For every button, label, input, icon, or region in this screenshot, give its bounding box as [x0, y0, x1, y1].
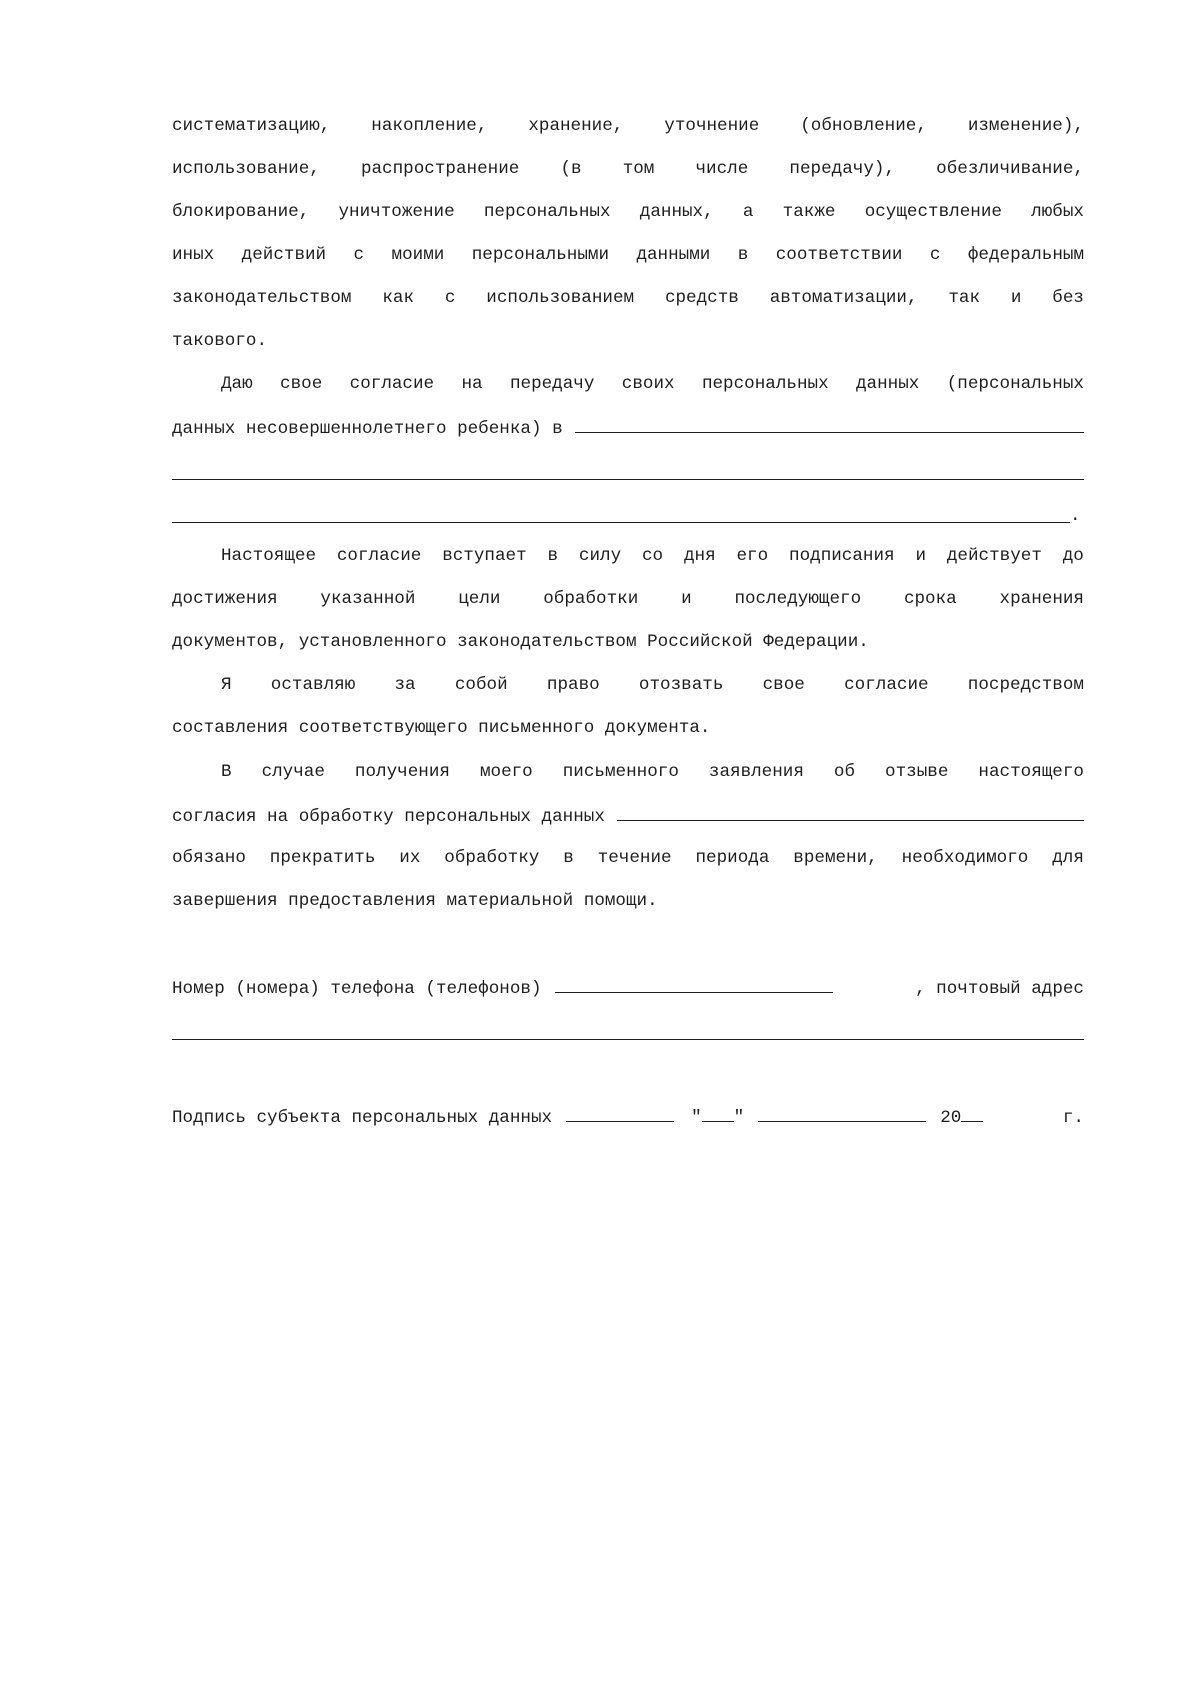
revoke-line-1 — [172, 672, 1084, 698]
word: право — [546, 675, 600, 695]
word: прекратить — [269, 848, 376, 868]
word: передачу — [509, 374, 595, 394]
word: числе — [695, 159, 749, 179]
word: так — [948, 288, 981, 308]
word: соответствии — [775, 245, 903, 265]
word: силу — [578, 546, 622, 566]
recipient-blank-line-3[interactable] — [172, 522, 1070, 523]
word: а — [742, 202, 754, 222]
word: цели — [458, 589, 501, 609]
word: (в — [560, 159, 582, 179]
word: и — [1010, 288, 1022, 308]
word: вступает — [442, 546, 527, 566]
word: со — [641, 546, 664, 566]
word: в — [547, 546, 559, 566]
word: с — [353, 245, 365, 265]
withdrawal-line-2-text: согласия на обработку персональных данных — [172, 807, 605, 827]
word: достижения — [172, 589, 278, 609]
withdrawal-line-3 — [172, 845, 1084, 871]
word: свое — [280, 374, 323, 394]
word: изменение), — [967, 116, 1084, 136]
word: письменного — [562, 762, 679, 782]
word: (обновление, — [800, 116, 927, 136]
month-blank-field[interactable] — [758, 1103, 926, 1122]
word: В — [221, 762, 232, 782]
word: обязано — [172, 848, 246, 868]
validity-line-1 — [172, 543, 1084, 569]
processing-line-3 — [172, 199, 1084, 225]
word: за — [394, 675, 416, 695]
word: действий — [241, 245, 327, 265]
address-label: , почтовый адрес — [915, 979, 1084, 999]
word: законодательством — [172, 288, 352, 308]
word: моими — [391, 245, 445, 265]
word: случае — [261, 762, 325, 782]
word: отозвать — [638, 675, 724, 695]
word: Настоящее — [221, 546, 317, 566]
word: использованием — [486, 288, 635, 308]
word: с — [929, 245, 941, 265]
word: настоящего — [978, 762, 1084, 782]
word: данных — [856, 374, 920, 394]
word: иных — [172, 245, 215, 265]
recipient-blank-line-2[interactable] — [172, 479, 1084, 480]
word: (персональных — [946, 374, 1084, 394]
word: накопление, — [371, 116, 488, 136]
word: использование, — [172, 159, 320, 179]
word: согласие — [336, 546, 422, 566]
word: также — [782, 202, 836, 222]
word: Я — [221, 675, 232, 695]
validity-line-3: документов, установленного законодательством Российской Федерации. — [172, 632, 869, 652]
word: распространение — [360, 159, 520, 179]
signature-blank-field[interactable] — [566, 1103, 674, 1122]
word: для — [1052, 848, 1084, 868]
recipient-blank-field[interactable] — [575, 414, 1084, 433]
word: данными — [636, 245, 711, 265]
word: средств — [664, 288, 739, 308]
word: в — [563, 848, 574, 868]
word: до — [1062, 546, 1084, 566]
word: согласие — [844, 675, 929, 695]
word: обезличивание, — [936, 159, 1084, 179]
word: систематизацию, — [172, 116, 331, 136]
word: автоматизации, — [769, 288, 918, 308]
word: действует — [946, 546, 1042, 566]
word: своих — [621, 374, 675, 394]
word: собой — [454, 675, 508, 695]
transfer-end-period: . — [1070, 506, 1081, 526]
word: получения — [354, 762, 450, 782]
withdrawal-line-1 — [172, 759, 1084, 785]
revoke-line-2: составления соответствующего письменного документа. — [172, 718, 711, 738]
word: свое — [762, 675, 805, 695]
address-blank-field[interactable] — [172, 1039, 1084, 1040]
operator-blank-field[interactable] — [617, 802, 1084, 821]
word: персональных — [483, 202, 611, 222]
withdrawal-line-4: завершения предоставления материальной помощи. — [172, 891, 658, 911]
processing-line-4 — [172, 242, 1084, 268]
signature-label: Подпись субъекта персональных данных — [172, 1108, 553, 1128]
word: хранения — [999, 589, 1084, 609]
contacts-line — [172, 974, 1084, 1000]
processing-line-6: такового. — [172, 331, 268, 351]
word: без — [1052, 288, 1084, 308]
withdrawal-line-2 — [172, 802, 1084, 828]
day-blank-field[interactable] — [702, 1103, 734, 1122]
word: периода — [695, 848, 770, 868]
word: течение — [597, 848, 672, 868]
word: времени, — [793, 848, 878, 868]
word: федеральным — [967, 245, 1084, 265]
processing-line-2 — [172, 156, 1084, 182]
date-quote-close: " — [733, 1108, 745, 1128]
word: срока — [903, 589, 957, 609]
transfer-line-1 — [172, 371, 1084, 397]
word: уточнение — [664, 116, 760, 136]
word: персональными — [471, 245, 610, 265]
year-suffix: г. — [1062, 1108, 1084, 1128]
word: дня — [683, 546, 716, 566]
word: оставляю — [270, 675, 356, 695]
word: последующего — [734, 589, 862, 609]
word: данных, — [639, 202, 714, 222]
word: необходимого — [901, 848, 1029, 868]
word: как — [382, 288, 415, 308]
word: указанной — [320, 589, 416, 609]
word: его — [736, 546, 769, 566]
word: передачу), — [789, 159, 896, 179]
processing-line-1 — [172, 113, 1084, 139]
word: осуществление — [864, 202, 1002, 222]
word: и — [681, 589, 692, 609]
date-quote-open: " — [691, 1108, 702, 1128]
word: посредством — [967, 675, 1084, 695]
word: согласие — [349, 374, 435, 394]
word: персональных — [701, 374, 829, 394]
phone-blank-field[interactable] — [555, 974, 833, 993]
processing-line-5 — [172, 285, 1084, 311]
transfer-line-2 — [172, 414, 1084, 440]
transfer-line-2-text: данных несовершеннолетнего ребенка) в — [172, 419, 563, 439]
signature-line — [172, 1103, 1084, 1129]
word: заявления — [708, 762, 804, 782]
word: их — [399, 848, 421, 868]
phone-label: Номер (номера) телефона (телефонов) — [172, 979, 542, 999]
word: обработку — [444, 848, 540, 868]
word: отзыве — [885, 762, 949, 782]
word: об — [833, 762, 856, 782]
word: моего — [479, 762, 533, 782]
word: блокирование, — [172, 202, 310, 222]
validity-line-2 — [172, 586, 1084, 612]
word: подписания — [789, 546, 895, 566]
word: на — [461, 374, 483, 394]
word: и — [915, 546, 927, 566]
word: любых — [1031, 202, 1084, 222]
word: обработки — [543, 589, 639, 609]
year-blank-field[interactable] — [961, 1103, 983, 1122]
word: Даю — [221, 374, 253, 394]
word: хранение, — [528, 116, 624, 136]
year-prefix: 20 — [940, 1108, 962, 1128]
word: в — [737, 245, 749, 265]
word: с — [444, 288, 456, 308]
word: том — [622, 159, 655, 179]
word: уничтожение — [338, 202, 455, 222]
